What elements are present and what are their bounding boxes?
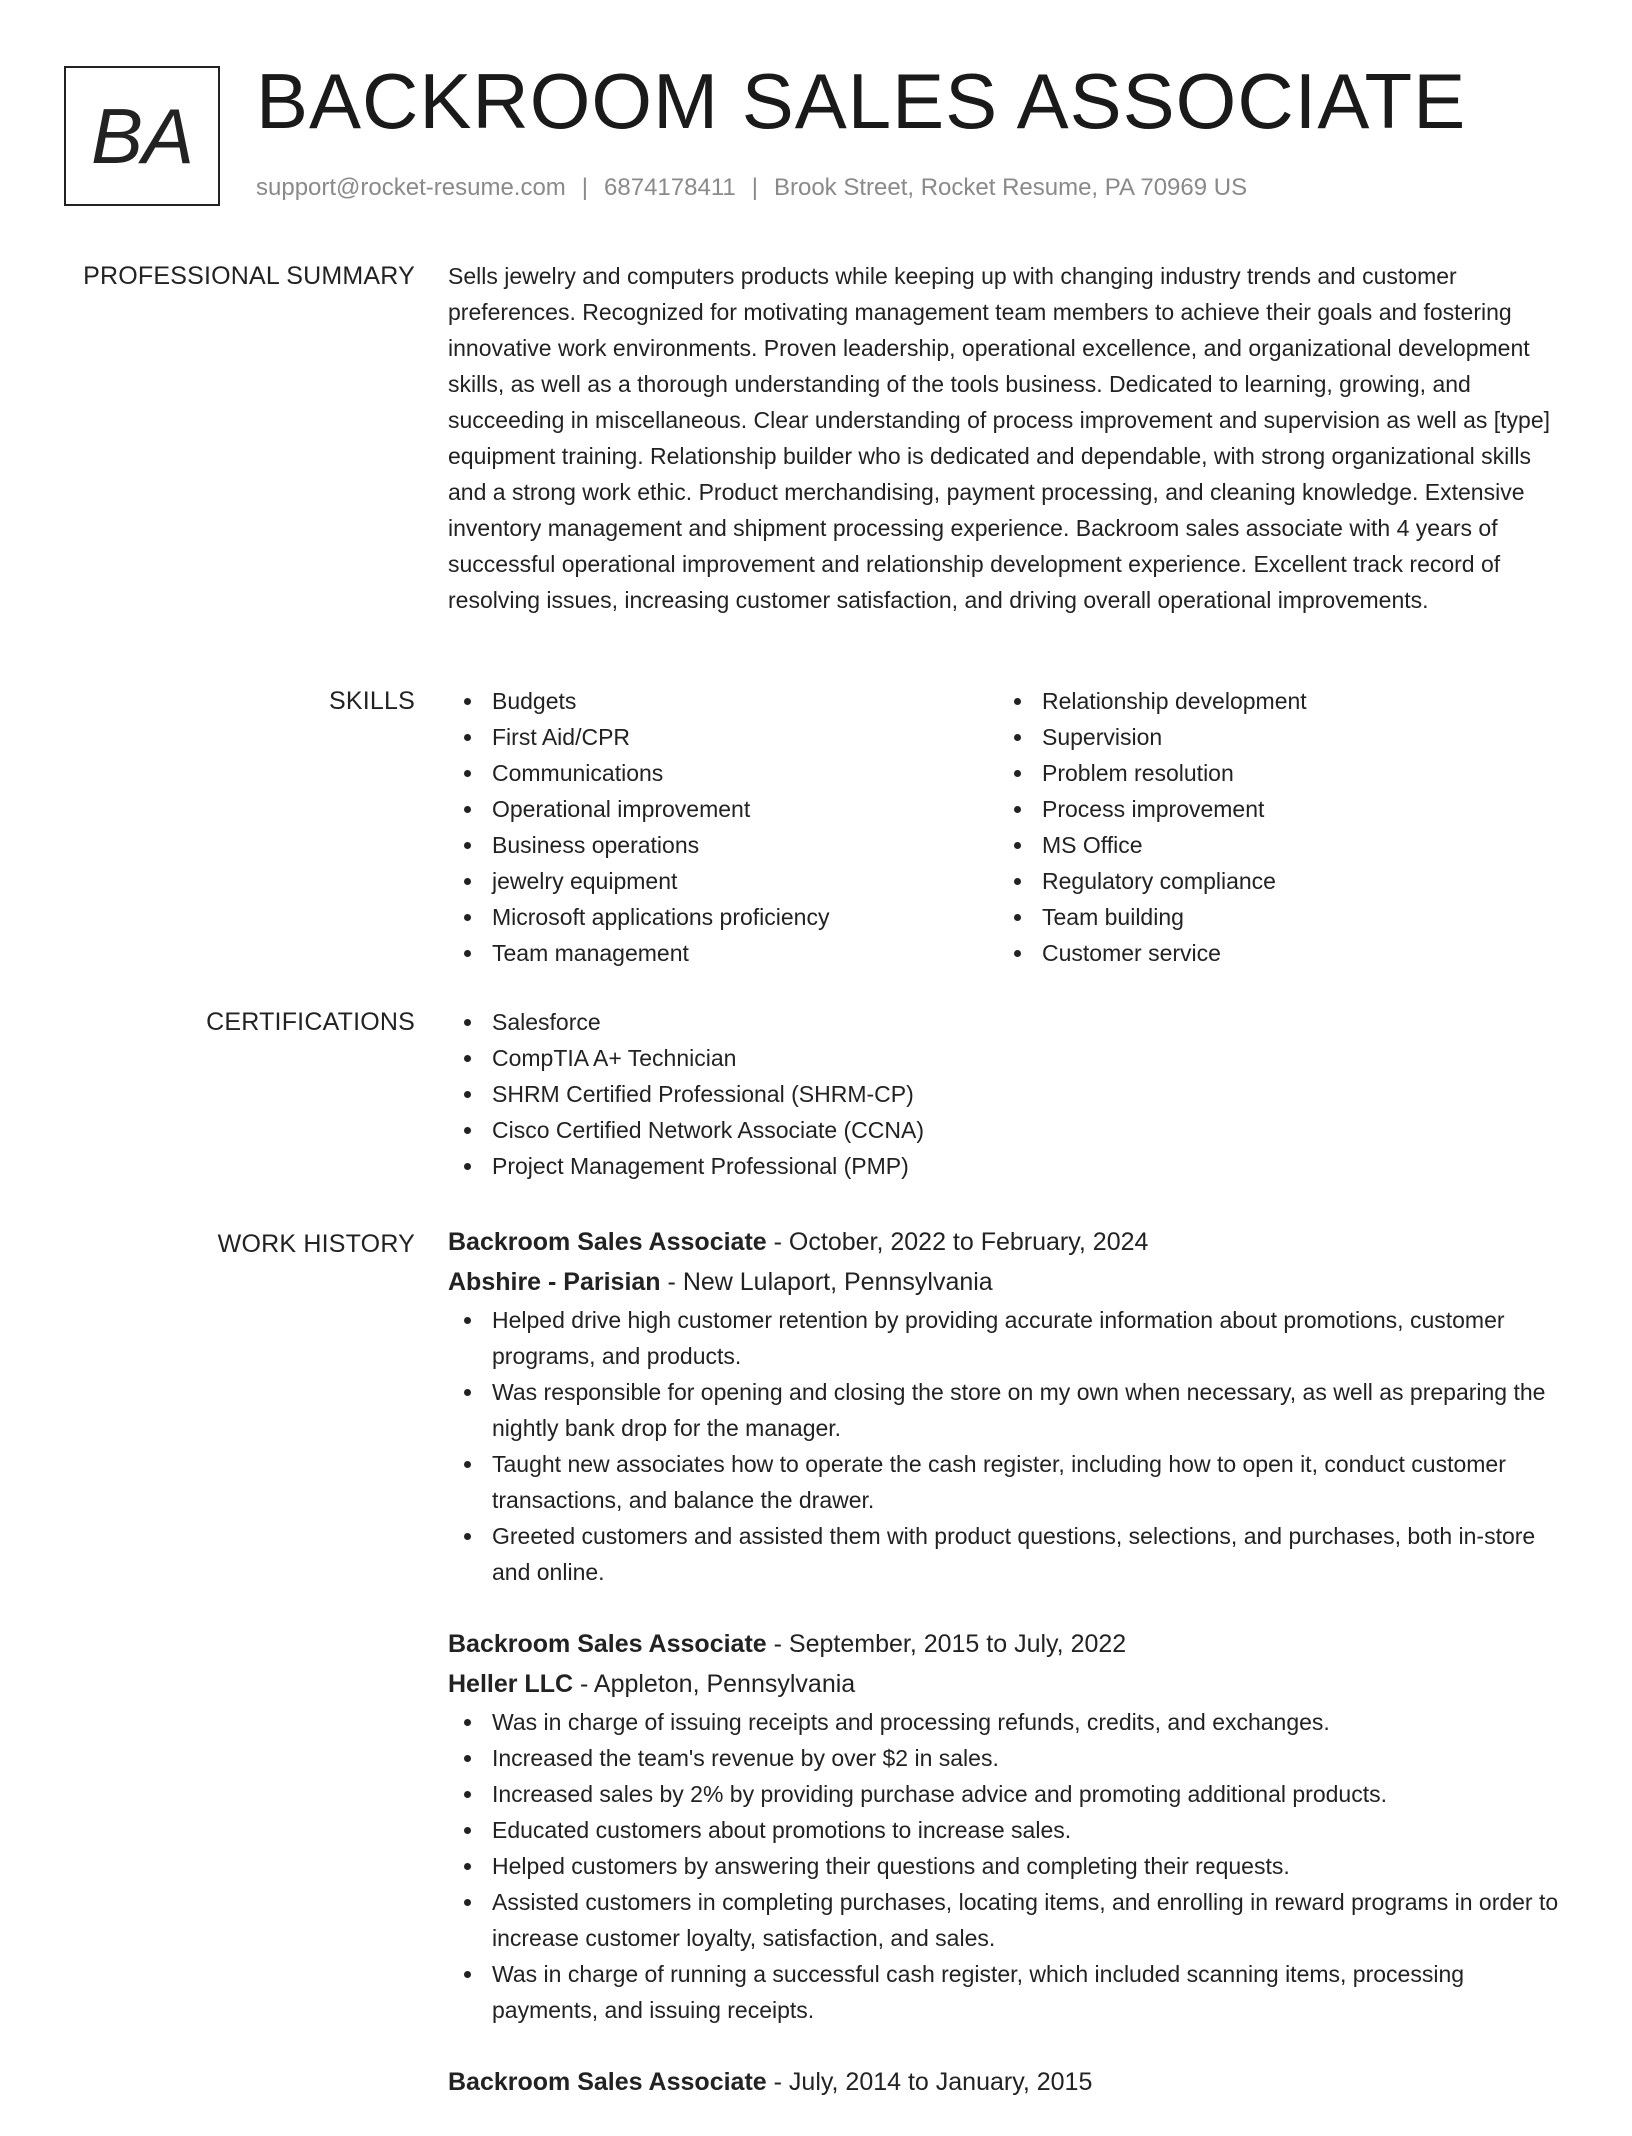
skill-item: Problem resolution [1042, 755, 1548, 791]
job-location: Appleton, Pennsylvania [593, 1670, 856, 1698]
job-dash: - [773, 1630, 782, 1658]
job-dash: - [773, 2068, 782, 2096]
skill-item: Customer service [1042, 935, 1548, 971]
work-history-body [448, 1222, 1568, 2136]
skills-grid [448, 683, 1568, 971]
certification-item: CompTIA A+ Technician [492, 1040, 1568, 1076]
job-bullet: Helped customers by answering their questions and completing their requests. [492, 1848, 1568, 1884]
certifications-list [448, 1004, 1568, 1184]
skill-item: jewelry equipment [492, 863, 998, 899]
job-bullet: Increased sales by 2% by providing purchase advice and promoting additional products. [492, 1776, 1568, 1812]
skill-item: Operational improvement [492, 791, 998, 827]
job-bullet: Assisted customers in completing purchases, locating items, and enrolling in reward programs in order to increase customer loyalty, satisfaction, and sales. [492, 1884, 1568, 1956]
job-entry [448, 1222, 1568, 1590]
job-bullet: Was responsible for opening and closing the store on my own when necessary, as well as preparing the nightly bank drop for the manager. [492, 1374, 1568, 1446]
job-dash: - [579, 1670, 589, 1698]
certifications-heading: CERTIFICATIONS [206, 1008, 415, 1036]
job-company: Abshire - Parisian [448, 1268, 661, 1296]
contact-phone: 6874178411 [604, 174, 736, 201]
resume-title: BACKROOM SALES ASSOCIATE [256, 57, 1467, 145]
job-bullets [448, 1302, 1568, 1590]
job-entry [448, 2062, 1568, 2102]
skills-column-right [998, 683, 1548, 971]
job-dates: July, 2014 to January, 2015 [788, 2068, 1093, 2096]
certification-item: SHRM Certified Professional (SHRM-CP) [492, 1076, 1568, 1112]
summary-heading: PROFESSIONAL SUMMARY [83, 262, 415, 290]
contact-address: Brook Street, Rocket Resume, PA 70969 US [773, 174, 1248, 201]
job-bullets [448, 1704, 1568, 2028]
job-bullet: Taught new associates how to operate the cash register, including how to open it, conduct customer transactions, and balance the drawer. [492, 1446, 1568, 1518]
certification-item: Salesforce [492, 1004, 1568, 1040]
job-bullet: Was in charge of issuing receipts and processing refunds, credits, and exchanges. [492, 1704, 1568, 1740]
skills-heading: SKILLS [329, 687, 415, 715]
job-entry [448, 1624, 1568, 2028]
contact-separator: | [581, 174, 589, 201]
skills-list-left [448, 683, 998, 971]
skill-item: Team building [1042, 899, 1548, 935]
job-dash: - [773, 1228, 782, 1256]
skill-item: MS Office [1042, 827, 1548, 863]
job-title-line [448, 2062, 1568, 2102]
skill-item: Process improvement [1042, 791, 1548, 827]
skill-item: First Aid/CPR [492, 719, 998, 755]
job-bullet: Greeted customers and assisted them with product questions, selections, and purchases, both in-store and online. [492, 1518, 1568, 1590]
certification-item: Cisco Certified Network Associate (CCNA) [492, 1112, 1568, 1148]
job-bullet: Educated customers about promotions to increase sales. [492, 1812, 1568, 1848]
job-location: New Lulaport, Pennsylvania [682, 1268, 993, 1296]
summary-body [448, 258, 1568, 618]
certification-item: Project Management Professional (PMP) [492, 1148, 1568, 1184]
job-title-line [448, 1624, 1568, 1664]
job-title: Backroom Sales Associate [448, 1630, 767, 1658]
skill-item: Business operations [492, 827, 998, 863]
job-title: Backroom Sales Associate [448, 2068, 767, 2096]
job-dates: October, 2022 to February, 2024 [788, 1228, 1149, 1256]
skill-item: Budgets [492, 683, 998, 719]
skills-body [448, 683, 1568, 971]
contact-email: support@rocket-resume.com [256, 174, 566, 201]
job-company-line [448, 1262, 1568, 1302]
skill-item: Team management [492, 935, 998, 971]
skills-list-right [998, 683, 1548, 971]
summary-text: Sells jewelry and computers products while keeping up with changing industry trends and customer preferences. Recognized for motivating management team members to achieve their goals and fostering innovative work environments. Proven leadership, operational excellence, and organizational development skills, as well as a thorough understanding of the tools business. Dedicated to learning, growing, and succeeding in miscellaneous. Clear understanding of process improvement and supervision as well as [type] equipment training. Relationship builder who is dedicated and dependable, with strong organizational skills and a strong work ethic. Product merchandising, payment processing, and cleaning knowledge. Extensive inventory management and shipment processing experience. Backroom sales associate with 4 years of successful operational improvement and relationship development experience. Excellent track record of resolving issues, increasing customer satisfaction, and driving overall operational improvements. [448, 263, 1551, 613]
skill-item: Relationship development [1042, 683, 1548, 719]
job-dates: September, 2015 to July, 2022 [788, 1630, 1127, 1658]
skill-item: Microsoft applications proficiency [492, 899, 998, 935]
skills-column-left [448, 683, 998, 971]
contact-separator: | [751, 174, 758, 201]
certifications-body [448, 1004, 1568, 1184]
job-title: Backroom Sales Associate [448, 1228, 767, 1256]
job-company: Heller LLC [448, 1670, 574, 1698]
monogram-logo: BA [64, 66, 220, 206]
job-company-line [448, 1664, 1568, 1704]
contact-line [256, 174, 1247, 202]
job-bullet: Increased the team's revenue by over $2 in sales. [492, 1740, 1568, 1776]
skill-item: Regulatory compliance [1042, 863, 1548, 899]
job-bullet: Helped drive high customer retention by providing accurate information about promotions, customer programs, and products. [492, 1302, 1568, 1374]
skill-item: Supervision [1042, 719, 1548, 755]
skill-item: Communications [492, 755, 998, 791]
work-history-heading: WORK HISTORY [217, 1230, 415, 1258]
job-bullet: Was in charge of running a successful cash register, which included scanning items, processing payments, and issuing receipts. [492, 1956, 1568, 2028]
job-dash: - [667, 1268, 676, 1296]
job-title-line [448, 1222, 1568, 1262]
